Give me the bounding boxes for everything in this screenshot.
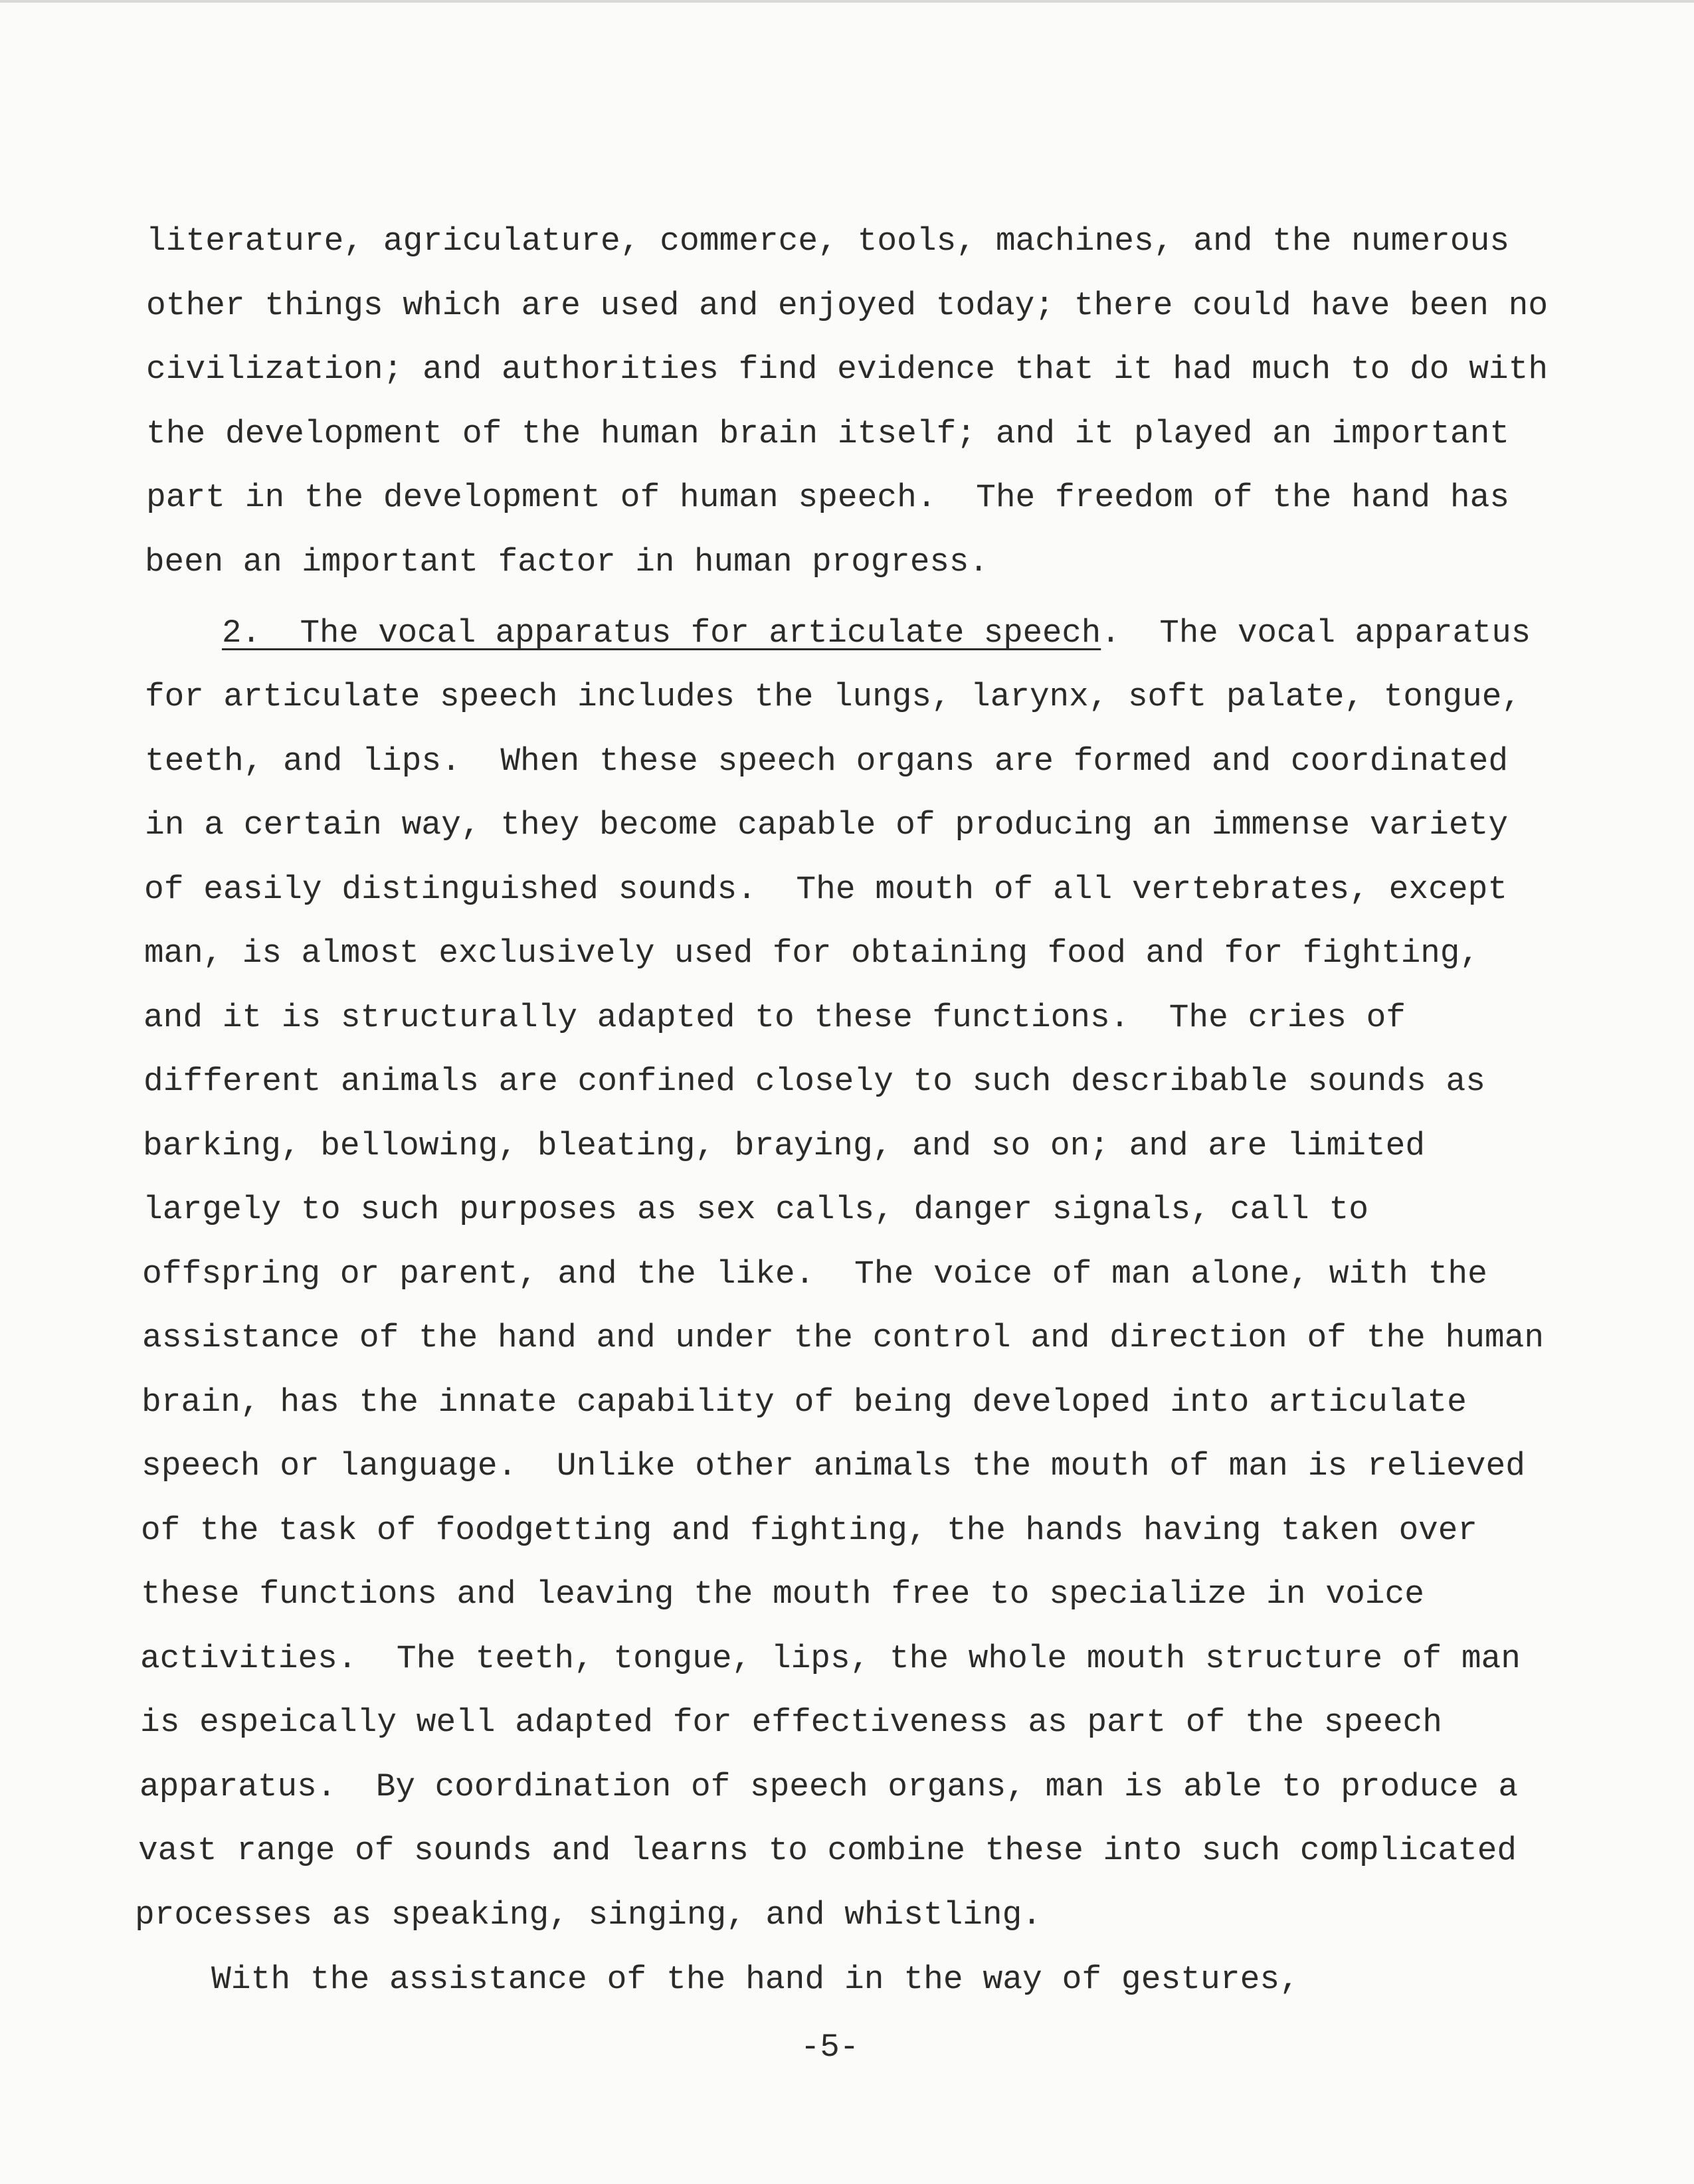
line-text: activities. The teeth, tongue, lips, the whole mouth structure of man (140, 1640, 1521, 1677)
line-text: apparatus. By coordination of speech organs, man is able to produce a (140, 1768, 1519, 1805)
text-line (146, 272, 1694, 339)
text-line (144, 920, 1694, 986)
text-line (143, 1113, 1694, 1179)
text-line (144, 856, 1694, 923)
text-line (138, 1817, 1694, 1884)
line-text: processes as speaking, singing, and whistling. (135, 1896, 1042, 1934)
text-line (143, 1048, 1694, 1115)
text-line (143, 984, 1694, 1051)
text-line (141, 1561, 1694, 1627)
line-text: been an important factor in human progress. (145, 543, 988, 581)
line-text: assistance of the hand and under the control and direction of the human (142, 1319, 1545, 1356)
text-line (143, 1176, 1694, 1243)
line-text: speech or language. Unlike other animals the mouth of man is relieved (141, 1447, 1526, 1485)
line-text: these functions and leaving the mouth free to specialize in voice (141, 1576, 1424, 1613)
text-line (135, 1882, 1694, 1948)
text-line (142, 1305, 1694, 1371)
line-text: of easily distinguished sounds. The mouth of all vertebrates, except (144, 871, 1508, 908)
line-text: man, is almost exclusively used for obtaining food and for fighting, (144, 935, 1479, 972)
text-line (140, 1689, 1694, 1756)
line-text: for articulate speech includes the lungs, larynx, soft palate, tongue, (145, 678, 1521, 715)
line-text: barking, bellowing, bleating, braying, and so on; and are limited (143, 1127, 1426, 1164)
line-text: civilization; and authorities find evidence that it had much to do with (146, 351, 1549, 388)
text-line (141, 1497, 1694, 1564)
page-top-edge (0, 0, 1694, 3)
line-text: of the task of foodgetting and fighting, the hands having taken over (141, 1512, 1477, 1549)
page-number: -5- (800, 2029, 860, 2066)
text-line (146, 401, 1694, 467)
line-text: With the assistance of the hand in the way of gestures, (211, 1961, 1299, 1998)
line-text: is espeically well adapted for effectiveness as part of the speech (140, 1704, 1442, 1741)
text-line (145, 728, 1694, 794)
line-text: in a certain way, they become capable of producing an immense variety (145, 806, 1509, 844)
text-line (146, 336, 1694, 403)
line-text: different animals are confined closely to such describable sounds as (143, 1063, 1485, 1100)
text-line (146, 208, 1694, 274)
section-heading: 2. The vocal apparatus for articulate speech (222, 614, 1101, 652)
line-text: and it is structurally adapted to these functions. The cries of (143, 999, 1406, 1036)
text-line (211, 1946, 1694, 2013)
text-line (142, 1241, 1694, 1307)
text-line (145, 664, 1694, 730)
line-text: other things which are used and enjoyed today; there could have been no (146, 287, 1549, 324)
text-line (145, 529, 1694, 595)
text-line (141, 1369, 1694, 1435)
text-line (146, 464, 1694, 531)
line-text: largely to such purposes as sex calls, danger signals, call to (143, 1191, 1368, 1228)
text-line (140, 1754, 1694, 1820)
line-text: brain, has the innate capability of being developed into articulate (141, 1384, 1467, 1421)
section-heading-trailing-text: . The vocal apparatus (1101, 614, 1531, 652)
text-line (141, 1433, 1694, 1499)
text-line (140, 1625, 1694, 1692)
line-text: vast range of sounds and learns to combine these into such complicated (138, 1832, 1517, 1869)
section-heading-line (222, 600, 1694, 666)
line-text: offspring or parent, and the like. The voice of man alone, with the (142, 1255, 1487, 1293)
text-line (145, 792, 1694, 858)
line-text: part in the development of human speech. The freedom of the hand has (146, 479, 1510, 516)
line-text: teeth, and lips. When these speech organs are formed and coordinated (145, 743, 1509, 780)
line-text: the development of the human brain itself; and it played an important (146, 415, 1510, 452)
line-text: literature, agriculature, commerce, tools, machines, and the numerous (146, 223, 1510, 260)
